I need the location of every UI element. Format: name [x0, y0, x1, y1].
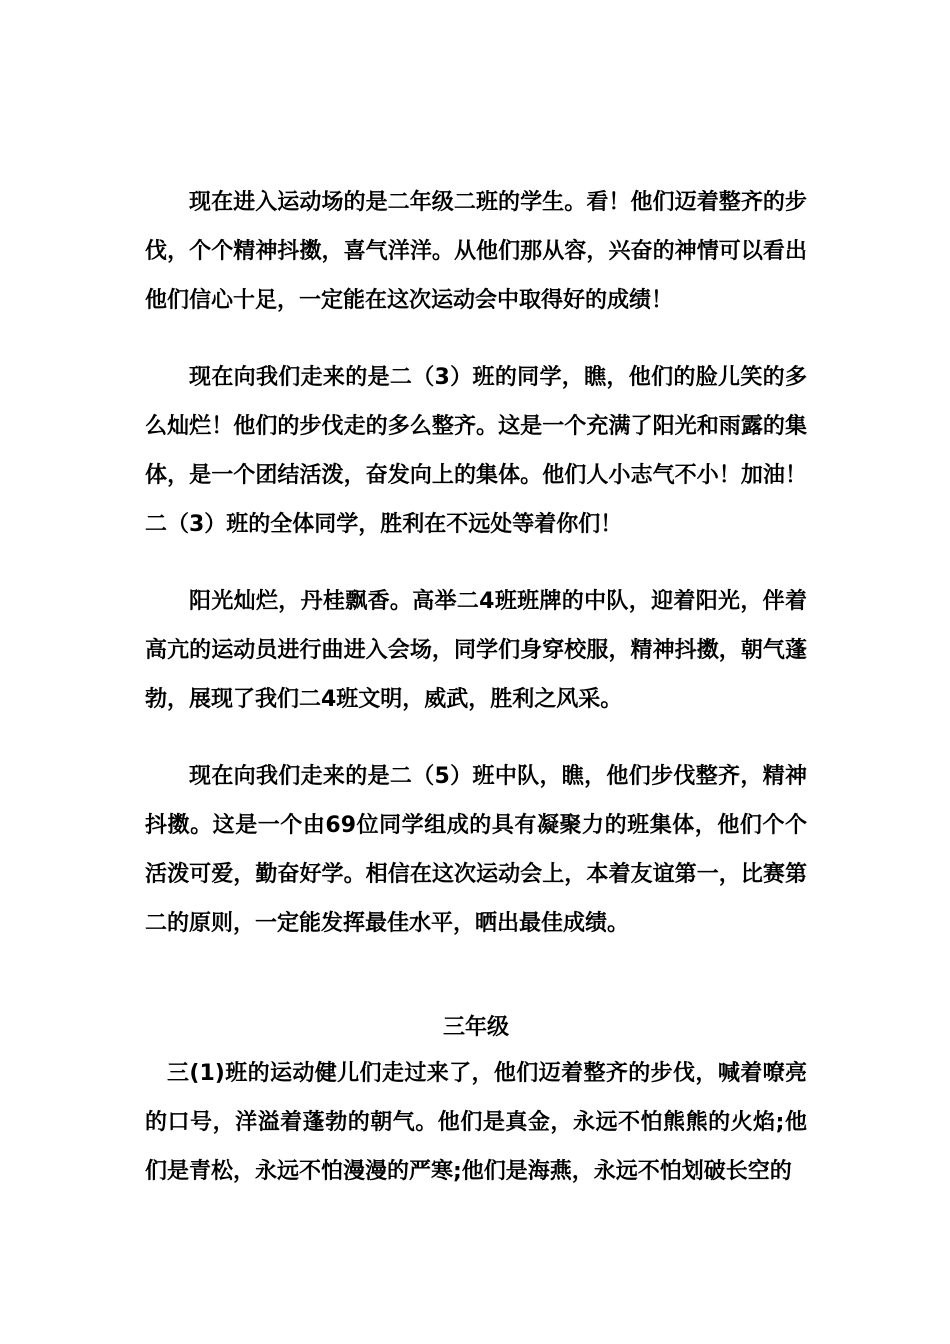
paragraph-grade2-class2: 现在进入运动场的是二年级二班的学生。看！他们迈着整齐的步伐，个个精神抖擞，喜气洋洋。从他们那从容，兴奋的神情可以看出他们信心十足，一定能在这次运动会中取得好的成绩！ — [145, 190, 807, 313]
paragraph-grade2-class5: 现在向我们走来的是二（5）班中队，瞧，他们步伐整齐，精神抖擞。这是一个由69位同学组成的具有凝聚力的班集体，他们个个活泼可爱，勤奋好学。相信在这次运动会上，本着友谊第一，比赛第二的原则，一定能发挥最佳水平，晒出最佳成绩。 — [145, 764, 807, 936]
paragraph-grade2-class3: 现在向我们走来的是二（3）班的同学，瞧，他们的脸儿笑的多么灿烂！他们的步伐走的多么整齐。这是一个充满了阳光和雨露的集体，是一个团结活泼，奋发向上的集体。他们人小志气不小！加油！二（3）班的全体同学，胜利在不远处等着你们！ — [145, 365, 807, 537]
paragraph-grade3-class1: 三(1)班的运动健儿们走过来了，他们迈着整齐的步伐，喊着嘹亮的口号，洋溢着蓬勃的朝气。他们是真金，永远不怕熊熊的火焰;他们是青松，永远不怕漫漫的严寒;他们是海燕，永远不怕划破长空的 — [145, 1061, 807, 1184]
paragraph-grade2-class4: 阳光灿烂，丹桂飘香。高举二4班班牌的中队，迎着阳光，伴着高亢的运动员进行曲进入会场，同学们身穿校服，精神抖擞，朝气蓬勃，展现了我们二4班文明，威武，胜利之风采。 — [145, 589, 807, 712]
section-heading-grade3: 三年级 — [442, 1015, 509, 1040]
